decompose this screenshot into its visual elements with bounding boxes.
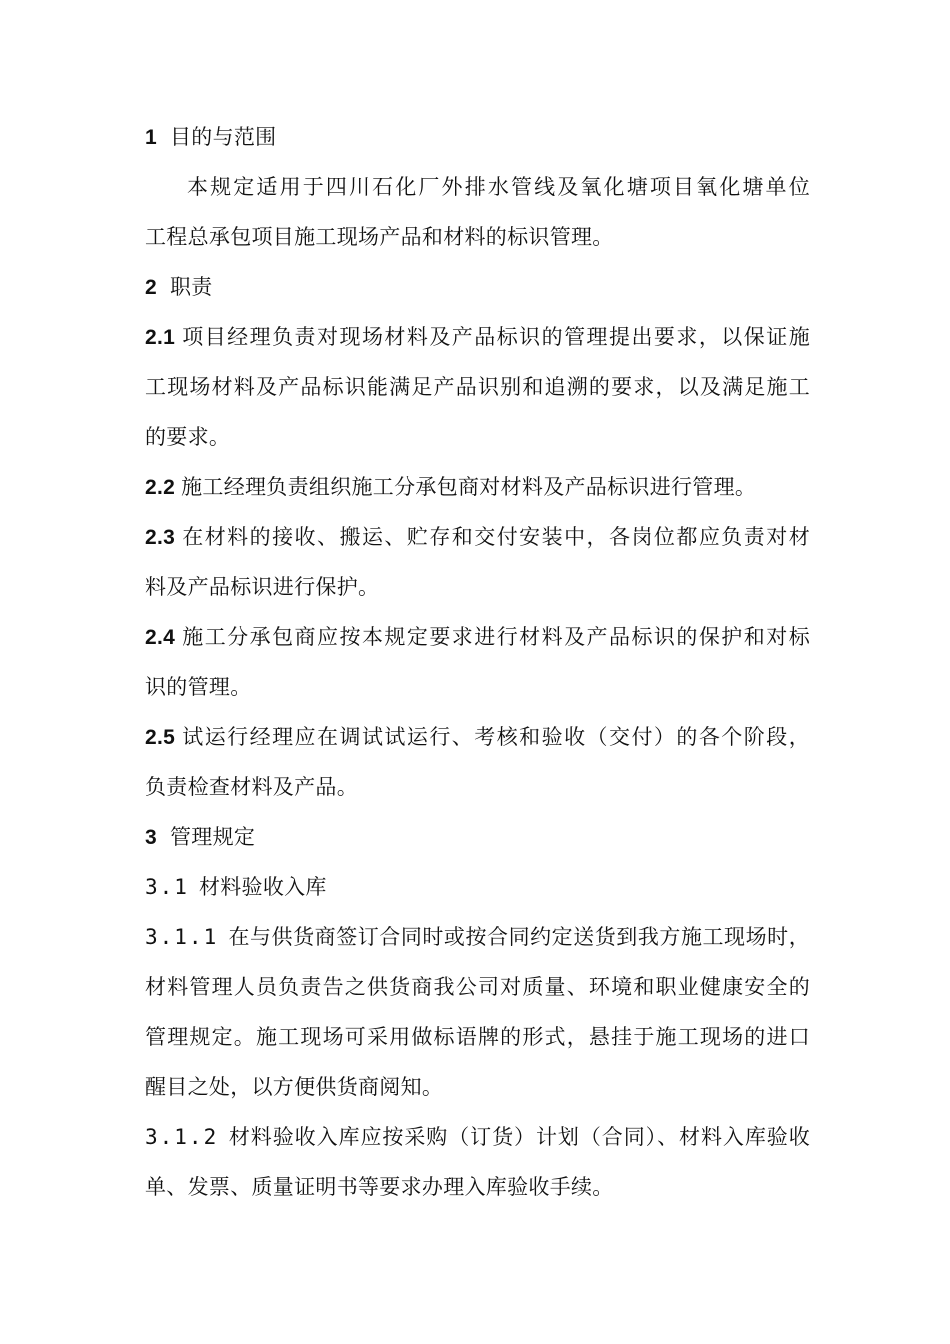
clause-number: 3.1.1 xyxy=(145,925,219,949)
clause-3-1-2-line xyxy=(145,1122,810,1152)
section-title: 管理规定 xyxy=(169,825,256,849)
subsection-number: 3.1 xyxy=(145,875,189,899)
paragraph-line: 的要求。 xyxy=(145,425,231,449)
subsection-title: 材料验收入库 xyxy=(198,875,327,899)
paragraph-line: 工程总承包项目施工现场产品和材料的标识管理。 xyxy=(145,225,614,249)
section-title: 目的与范围 xyxy=(169,125,277,149)
clause-number: 2.1 xyxy=(145,326,176,349)
section-heading-1 xyxy=(145,122,810,153)
clause-2-1-line xyxy=(145,322,810,353)
clause-text: 在材料的接收、搬运、贮存和交付安装中，各岗位都应负责对材 xyxy=(181,525,810,549)
clause-2-3-line xyxy=(145,522,810,553)
clause-number: 2.2 xyxy=(145,476,176,499)
clause-3-1-1-line xyxy=(145,922,810,952)
paragraph-line: 材料管理人员负责告之供货商我公司对质量、环境和职业健康安全的 xyxy=(145,975,810,999)
clause-number: 2.3 xyxy=(145,526,176,549)
clause-text: 施工分承包商应按本规定要求进行材料及产品标识的保护和对标 xyxy=(181,625,810,649)
section-title: 职责 xyxy=(169,275,213,299)
clause-number: 3.1.2 xyxy=(145,1125,219,1149)
clause-text: 试运行经理应在调试试运行、考核和验收（交付）的各个阶段， xyxy=(181,725,810,749)
paragraph-line: 负责检查材料及产品。 xyxy=(145,775,358,799)
section-heading-2 xyxy=(145,272,810,303)
clause-text: 施工经理负责组织施工分承包商对材料及产品标识进行管理。 xyxy=(181,475,757,499)
paragraph-line: 单、发票、质量证明书等要求办理入库验收手续。 xyxy=(145,1175,614,1199)
paragraph-line: 本规定适用于四川石化厂外排水管线及氧化塘项目氧化塘单位 xyxy=(187,175,810,199)
clause-number: 2.4 xyxy=(145,626,176,649)
clause-number: 2.5 xyxy=(145,726,176,749)
paragraph-line: 识的管理。 xyxy=(145,675,252,699)
clause-2-5-line xyxy=(145,722,810,753)
clause-2-2-line xyxy=(145,472,810,503)
clause-text: 材料验收入库应按采购（订货）计划（合同）、材料入库验收 xyxy=(228,1125,810,1149)
paragraph-line: 工现场材料及产品标识能满足产品识别和追溯的要求，以及满足施工 xyxy=(145,375,810,399)
clause-text: 在与供货商签订合同时或按合同约定送货到我方施工现场时， xyxy=(228,925,810,949)
paragraph-line: 料及产品标识进行保护。 xyxy=(145,575,380,599)
paragraph-line: 管理规定。施工现场可采用做标语牌的形式，悬挂于施工现场的进口 xyxy=(145,1025,810,1049)
section-heading-3 xyxy=(145,822,810,853)
clause-2-4-line xyxy=(145,622,810,653)
clause-text: 项目经理负责对现场材料及产品标识的管理提出要求，以保证施 xyxy=(181,325,810,349)
paragraph-line: 醒目之处，以方便供货商阅知。 xyxy=(145,1075,444,1099)
section-number: 1 xyxy=(145,126,157,149)
subsection-heading-3-1 xyxy=(145,872,810,902)
section-number: 3 xyxy=(145,826,157,849)
section-number: 2 xyxy=(145,276,157,299)
